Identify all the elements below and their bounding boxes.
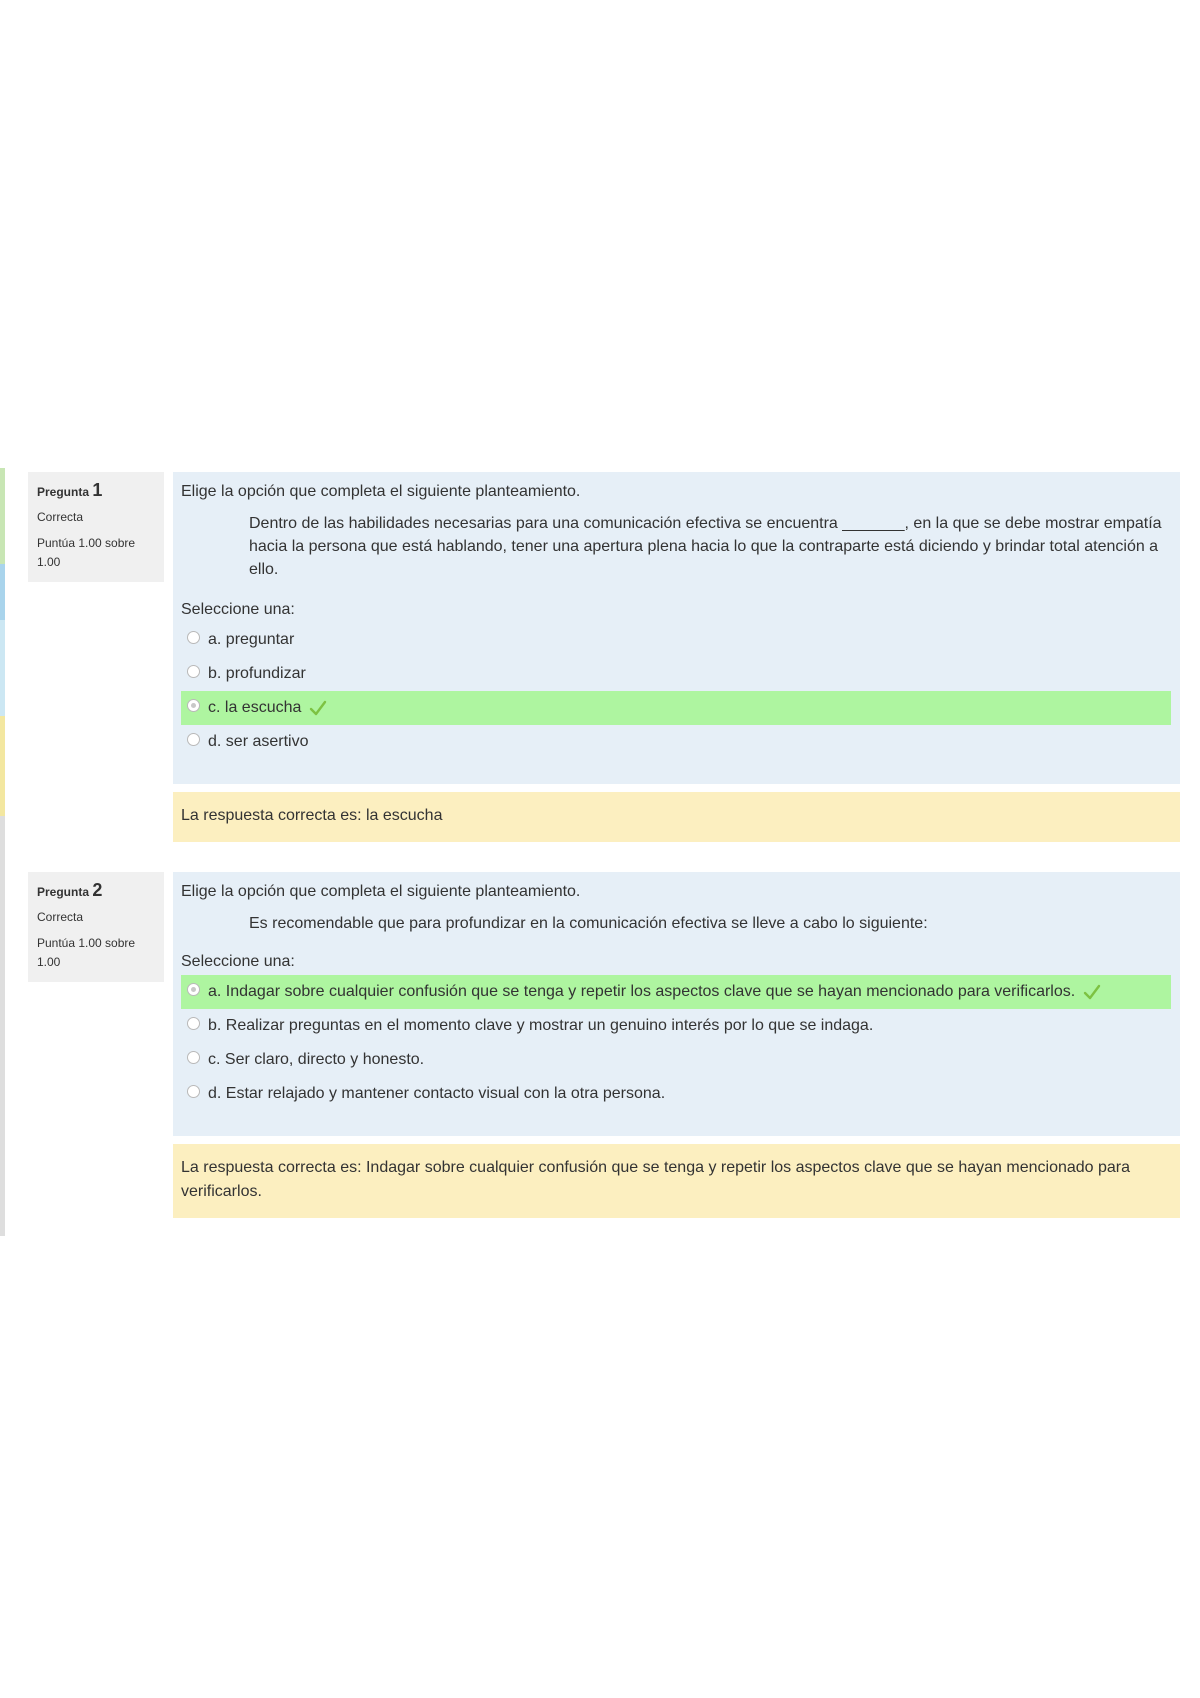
answer-option-label: d. ser asertivo	[208, 733, 309, 750]
answer-option-label: a. Indagar sobre cualquier confusión que se tenga y repetir los aspectos clave que se hayan mencionado para verificarlos.	[208, 983, 1076, 1000]
radio-button[interactable]	[187, 733, 200, 746]
check-icon	[1083, 984, 1101, 1000]
answer-prompt: Seleccione una:	[181, 953, 295, 970]
radio-button-selected[interactable]	[187, 699, 200, 712]
answer-option-label: b. Realizar preguntas en el momento clave y mostrar un genuino interés por lo que se indaga.	[208, 1017, 874, 1034]
question-info	[28, 872, 164, 982]
radio-button[interactable]	[187, 631, 200, 644]
question-grade: Puntúa 1.00 sobre 1.00	[37, 936, 136, 969]
answer-option-a[interactable]	[181, 623, 1171, 657]
radio-button-selected[interactable]	[187, 983, 200, 996]
question-text: Dentro de las habilidades necesarias para una comunicación efectiva se encuentra _______, en la que se debe mostrar empatía hacia la persona que está hablando, tener una apertura plena hacia lo que la contraparte está diciendo y brindar total atención a ello.	[249, 515, 1162, 578]
question-number: 2	[92, 880, 103, 900]
radio-button[interactable]	[187, 1051, 200, 1064]
answer-option-b[interactable]	[181, 657, 1171, 691]
answer-option-label: a. preguntar	[208, 631, 295, 648]
feedback-right-answer: La respuesta correcta es: Indagar sobre cualquier confusión que se tenga y repetir los aspectos clave que se hayan mencionado para verificarlos.	[173, 1144, 1180, 1218]
question-grade: Puntúa 1.00 sobre 1.00	[37, 536, 136, 569]
check-icon	[309, 700, 327, 716]
question-text: Es recomendable que para profundizar en la comunicación efectiva se lleve a cabo lo siguiente:	[249, 915, 928, 932]
question-number: 1	[92, 480, 103, 500]
radio-button[interactable]	[187, 665, 200, 678]
left-edge-strip	[0, 468, 5, 1236]
answer-option-d[interactable]	[181, 725, 1171, 759]
feedback-right-answer: La respuesta correcta es: la escucha	[173, 792, 1180, 842]
answer-option-d[interactable]	[181, 1077, 1171, 1111]
question-label: Pregunta	[37, 485, 90, 499]
answer-option-label: c. Ser claro, directo y honesto.	[208, 1051, 425, 1068]
answer-option-c[interactable]	[181, 691, 1171, 725]
question-number-line	[37, 480, 156, 501]
question-intro: Elige la opción que completa el siguiente planteamiento.	[181, 883, 581, 900]
question-state: Correcta	[37, 510, 84, 524]
question-label: Pregunta	[37, 885, 90, 899]
answer-option-b[interactable]	[181, 1009, 1171, 1043]
question-formulation	[173, 472, 1180, 784]
answer-option-a[interactable]	[181, 975, 1171, 1009]
question-intro: Elige la opción que completa el siguiente planteamiento.	[181, 483, 581, 500]
answer-prompt: Seleccione una:	[181, 601, 295, 618]
question-info	[28, 472, 164, 582]
answer-option-c[interactable]	[181, 1043, 1171, 1077]
answer-option-label: b. profundizar	[208, 665, 306, 682]
radio-button[interactable]	[187, 1085, 200, 1098]
question-state: Correcta	[37, 910, 84, 924]
answer-option-label: d. Estar relajado y mantener contacto visual con la otra persona.	[208, 1085, 666, 1102]
question-number-line	[37, 880, 156, 901]
question-formulation	[173, 872, 1180, 1136]
radio-button[interactable]	[187, 1017, 200, 1030]
answer-option-label: c. la escucha	[208, 699, 302, 716]
